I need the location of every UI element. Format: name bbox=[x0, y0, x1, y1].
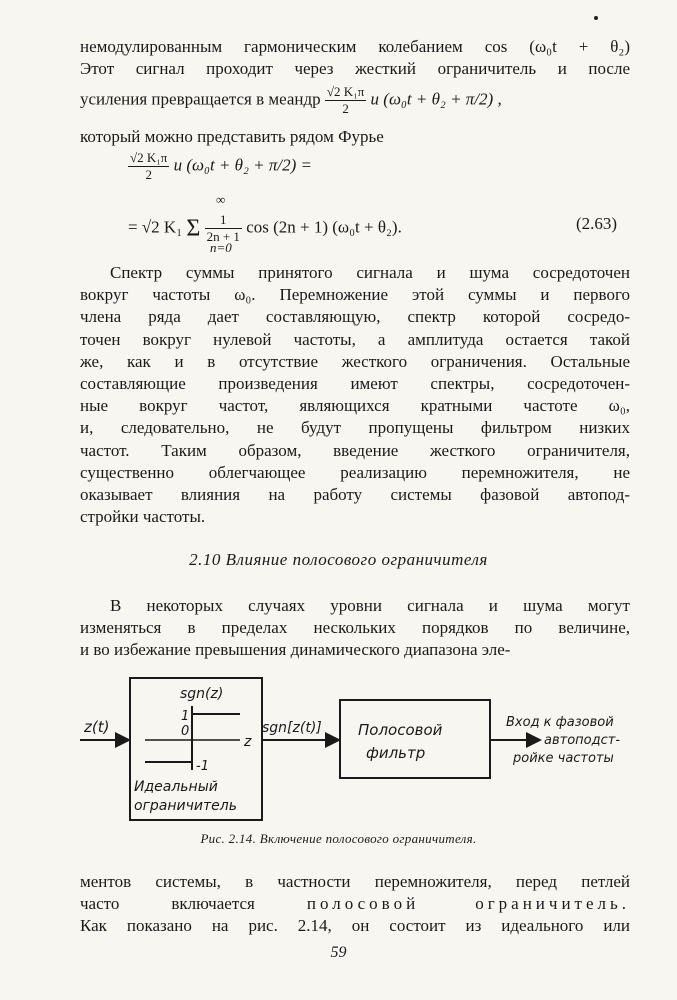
input-label: z(t) bbox=[84, 718, 110, 736]
text-line: немодулированным гармоническим колебанием cos (ω₀t + θ₂) bbox=[80, 37, 630, 56]
text-fragment: часто включается bbox=[80, 894, 255, 913]
equation-line-1 bbox=[128, 150, 312, 183]
sum-lower-limit: n=0 bbox=[210, 240, 232, 255]
level-minus-one: -1 bbox=[196, 759, 209, 774]
text-line: Как показано на рис. 2.14, он состоит из идеального или bbox=[80, 916, 630, 935]
fraction-denominator: 2 bbox=[342, 101, 349, 116]
text-line bbox=[80, 893, 630, 915]
emphasized-term: полосовой ограничитель. bbox=[306, 894, 631, 913]
text-fragment: усиления превращается в меандр bbox=[80, 89, 321, 109]
fraction bbox=[325, 84, 366, 117]
equation-fragment: = √2 K₁ bbox=[128, 217, 183, 237]
text-line: частот. Таким образом, введение жесткого ограничителя, bbox=[80, 440, 630, 460]
sgn-title: sgn(z) bbox=[180, 686, 224, 702]
equation-number: (2.63) bbox=[576, 214, 618, 233]
filter-label-2: фильтр bbox=[366, 744, 426, 762]
text-line: точен вокруг нулевой частоты, а амплитуда остается такой bbox=[80, 329, 630, 349]
text-line: же, как и в отсутствие жесткого ограничения. Остальные bbox=[80, 351, 630, 371]
equation-fragment: cos (2n + 1) (ω₀t + θ₂). bbox=[246, 217, 402, 237]
limiter-label-2: ограничитель bbox=[134, 798, 237, 814]
text-line: оказывает влияния на работу системы фазовой автопод- bbox=[80, 485, 630, 504]
fraction-numerator: 1 bbox=[205, 212, 242, 229]
text-line: составляющие произведения имеют спектры, сосредоточен- bbox=[80, 374, 630, 393]
sum-upper-limit: ∞ bbox=[216, 192, 226, 207]
filter-label-1: Полосовой bbox=[358, 721, 443, 739]
limiter-label-1: Идеальный bbox=[134, 779, 218, 795]
fraction-denominator: 2 bbox=[145, 167, 152, 182]
text-fragment: u (ω₀t + θ₂ + π/2) , bbox=[370, 89, 502, 109]
print-speck bbox=[594, 16, 598, 20]
text-line: ментов системы, в частности перемножителя, перед петлей bbox=[80, 872, 630, 891]
text-line: В некоторых случаях уровни сигнала и шума могут bbox=[110, 596, 630, 615]
fraction-numerator: √2 K₁π bbox=[130, 150, 168, 165]
text-line: существенно облегчающее реализацию перемножителя, не bbox=[80, 462, 630, 482]
equation-line-2 bbox=[128, 212, 402, 245]
sum-sign: Σ bbox=[186, 215, 201, 242]
mid-signal-label: sgn[z(t)] bbox=[262, 720, 322, 736]
text-line: и во избежание превышения динамического диапазона эле- bbox=[80, 640, 511, 659]
text-line: стройки частоты. bbox=[80, 507, 206, 527]
level-zero: 0 bbox=[181, 724, 190, 739]
text-line: вокруг частоты ω₀. Перемножение этой суммы и первого bbox=[80, 285, 630, 305]
level-plus-one: 1 bbox=[181, 709, 190, 724]
output-label-2: автоподст- bbox=[544, 733, 621, 748]
text-line: изменяться в пределах нескольких порядков по величине, bbox=[80, 618, 630, 637]
output-label-1: Вход к фазовой bbox=[506, 715, 614, 730]
text-line: который можно представить рядом Фурье bbox=[80, 127, 384, 146]
fraction bbox=[128, 150, 169, 183]
equation-fragment: u (ω₀t + θ₂ + π/2) = bbox=[173, 155, 312, 175]
page-number: 59 bbox=[330, 944, 347, 961]
figure-2-14-diagram bbox=[0, 670, 677, 830]
fraction-denominator: 2n + 1 bbox=[206, 229, 240, 244]
text-line: члена ряда дает составляющую, спектр которой сосредо- bbox=[80, 307, 630, 327]
figure-caption: Рис. 2.14. Включение полосового ограничителя. bbox=[200, 831, 477, 846]
axis-z-label: z bbox=[244, 734, 252, 750]
bandpass-filter-block bbox=[340, 700, 490, 778]
section-heading: 2.10 Влияние полосового ограничителя bbox=[189, 550, 488, 569]
text-line-with-fraction bbox=[80, 84, 502, 117]
text-line: и, следовательно, не будут пропущены фильтром низких bbox=[80, 418, 630, 438]
fraction-numerator: √2 K₁π bbox=[326, 84, 365, 99]
output-label-3: ройке частоты bbox=[513, 751, 614, 766]
text-line: Спектр суммы принятого сигнала и шума сосредоточен bbox=[110, 263, 630, 282]
text-line: ные вокруг частот, являющихся кратными частоте ω₀, bbox=[80, 396, 630, 416]
text-line: Этот сигнал проходит через жесткий ограничитель и после bbox=[80, 59, 630, 78]
